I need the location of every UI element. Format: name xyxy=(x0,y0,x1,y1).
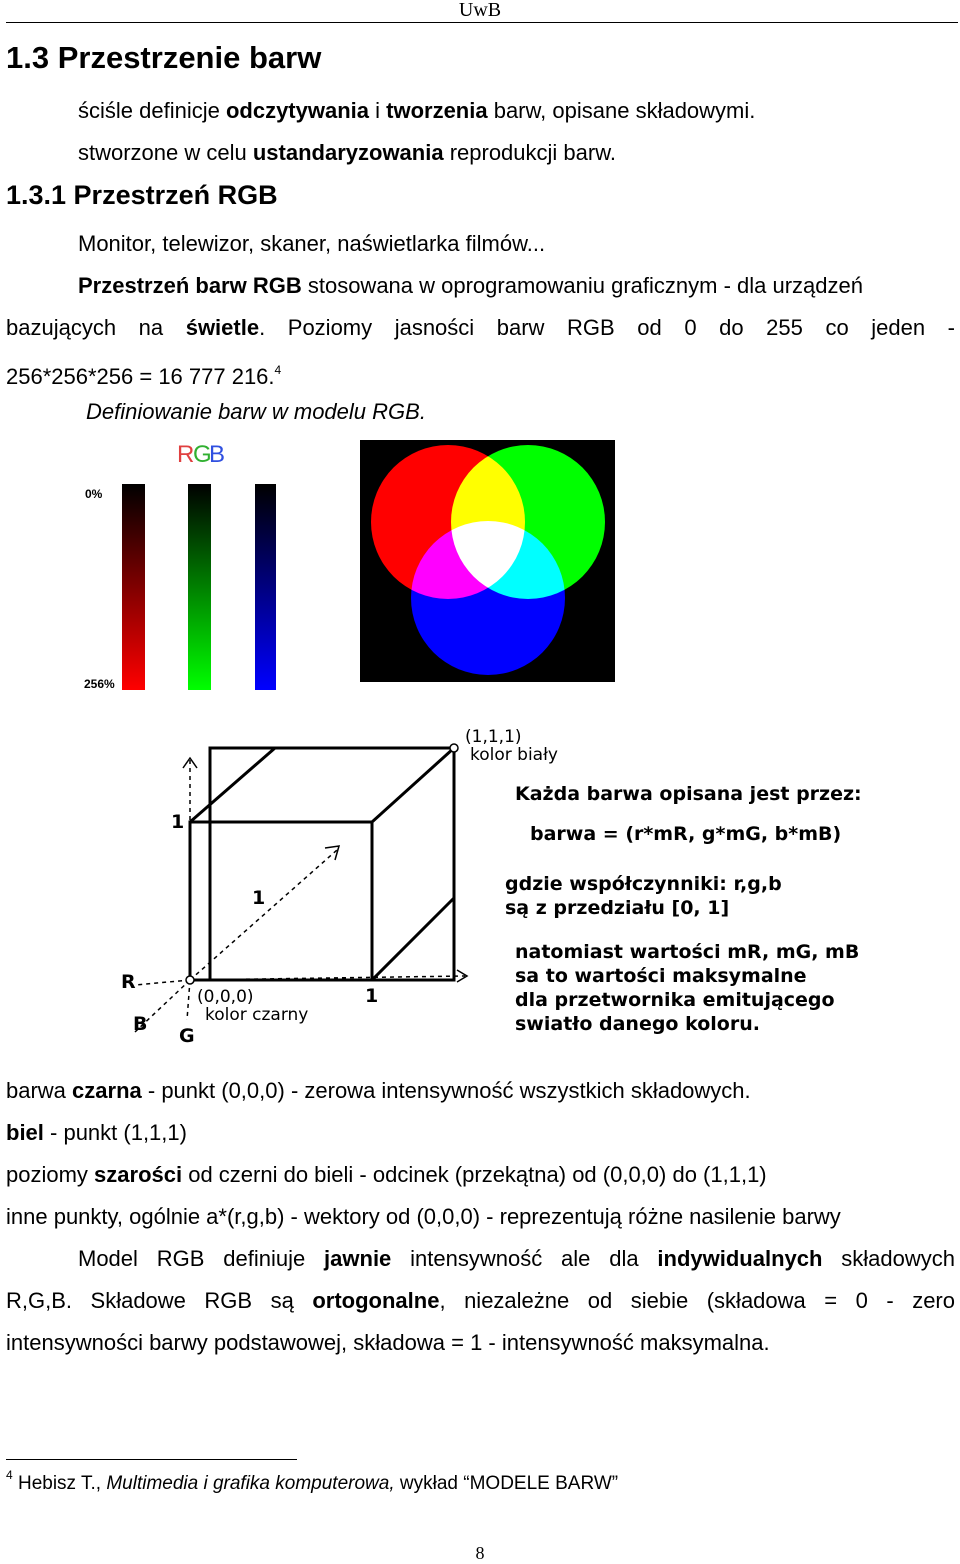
rgb-bars-figure xyxy=(80,438,280,694)
bold-text: tworzenia xyxy=(386,98,488,123)
bold-text: biel xyxy=(6,1120,44,1145)
bold-text: czarna xyxy=(72,1078,142,1103)
figure-caption: Definiowanie barw w modelu RGB. xyxy=(86,399,426,424)
text: intensywność ale dla xyxy=(391,1246,658,1271)
footnote-rule xyxy=(6,1459,297,1460)
tick-right-label: 1 xyxy=(365,985,379,1007)
text: - punkt (1,1,1) xyxy=(43,1120,187,1145)
bar-bottom-label: 256% xyxy=(84,677,115,691)
text: Model RGB definiuje xyxy=(78,1246,325,1271)
cube-text-8: swiatło danego koloru. xyxy=(515,1013,760,1035)
footnote-ref: 4 xyxy=(274,363,282,377)
bold-text: odczytywania xyxy=(225,98,369,123)
text: reprodukcji barw. xyxy=(443,140,616,165)
body-line-2 xyxy=(6,1119,187,1147)
axis-g xyxy=(187,980,190,1020)
bold-text: ustandaryzowania xyxy=(252,140,444,165)
text: bazujących na xyxy=(6,315,186,340)
text: wykład “MODELE BARW” xyxy=(394,1473,619,1494)
rgb-logo-r: R xyxy=(177,441,195,468)
bold-text: szarości xyxy=(94,1162,183,1187)
green-gradient-bar xyxy=(188,484,211,690)
bold-text: ortogonalne xyxy=(312,1288,440,1313)
subsection-title: 1.3.1 Przestrzeń RGB xyxy=(6,180,278,210)
tick-up-label: 1 xyxy=(171,811,185,833)
text: - punkt (0,0,0) - zerowa intensywność wszystkich składowych. xyxy=(141,1078,751,1103)
axis-diagonal xyxy=(190,850,337,980)
cube-edge xyxy=(372,748,454,822)
cube-text-7: dla przetwornika emitującego xyxy=(515,989,835,1011)
body-line-7: intensywności barwy podstawowej, składowa = 1 - intensywność maksymalna. xyxy=(6,1330,770,1355)
section-line-1 xyxy=(78,97,755,125)
text: R,G,B. Składowe RGB są xyxy=(6,1288,313,1313)
page-number: 8 xyxy=(475,1543,485,1563)
cube-edge xyxy=(372,898,454,980)
red-gradient-bar xyxy=(122,484,145,690)
blue-gradient-bar xyxy=(255,484,276,690)
body-line-3 xyxy=(6,1161,767,1189)
page-header: UwB xyxy=(458,0,502,21)
text: Hebisz T., xyxy=(12,1473,107,1494)
axis-b-label: B xyxy=(133,1013,148,1035)
bold-text: jawnie xyxy=(324,1246,392,1271)
cube-text-5: natomiast wartości mR, mG, mB xyxy=(515,941,860,963)
bold-text: indywidualnych xyxy=(657,1246,823,1271)
cube-text-3: gdzie współczynniki: r,g,b xyxy=(505,873,782,895)
axis-r xyxy=(135,980,190,985)
text: barw, opisane składowymi. xyxy=(487,98,756,123)
white-label: kolor biały xyxy=(470,745,558,765)
cube-text-4: są z przedziału [0, 1] xyxy=(505,897,730,919)
rgb-cube-figure xyxy=(115,720,895,1050)
body-line-5 xyxy=(78,1245,955,1273)
blue-circle xyxy=(411,521,565,675)
subsection-line-3 xyxy=(6,314,955,342)
tick-diagonal-label: 1 xyxy=(252,887,266,909)
axis-r-label: R xyxy=(121,971,136,993)
header-rule xyxy=(6,22,958,23)
text: składowych xyxy=(822,1246,955,1271)
black-coord: (0,0,0) xyxy=(197,987,254,1007)
text: stosowana w oprogramowaniu graficznym - dla urządzeń xyxy=(301,273,864,298)
body-line-1 xyxy=(6,1077,751,1105)
subsection-line-1: Monitor, telewizor, skaner, naświetlarka filmów... xyxy=(78,231,546,256)
white-coord: (1,1,1) xyxy=(465,727,522,747)
bold-text: Przestrzeń barw RGB xyxy=(78,273,302,298)
subsection-line-4 xyxy=(6,356,281,391)
text: barwa xyxy=(6,1078,73,1103)
text: . Poziomy jasności barw RGB od 0 do 255 co jeden - xyxy=(259,315,956,340)
rgb-logo-g: G xyxy=(193,441,212,468)
cube-text-1: Każda barwa opisana jest przez: xyxy=(515,783,862,805)
cube-front-face xyxy=(190,822,372,980)
text: 256*256*256 = 16 777 216. xyxy=(6,364,275,389)
white-point xyxy=(450,744,458,752)
text: stworzone w celu xyxy=(78,140,253,165)
rgb-logo-b: B xyxy=(209,441,226,468)
section-line-2 xyxy=(78,139,616,167)
black-point xyxy=(186,976,194,984)
italic-text: Multimedia i grafika komputerowa, xyxy=(106,1473,395,1494)
section-title: 1.3 Przestrzenie barw xyxy=(6,40,322,75)
axis-diagonal-arrow xyxy=(325,846,339,860)
text: od czerni do bieli - odcinek (przekątna) od (0,0,0) do (1,1,1) xyxy=(182,1162,767,1187)
text: i xyxy=(369,98,387,123)
footnote-number: 4 xyxy=(6,1468,13,1482)
bar-top-label: 0% xyxy=(85,487,103,501)
text: , niezależne od siebie (składowa = 0 - zero xyxy=(439,1288,955,1313)
cube-edge xyxy=(190,748,275,822)
text: ściśle definicje xyxy=(78,98,226,123)
axis-g-label: G xyxy=(179,1025,195,1047)
footnote xyxy=(6,1468,618,1495)
body-line-6 xyxy=(6,1287,955,1315)
text: poziomy xyxy=(6,1162,95,1187)
subsection-line-2 xyxy=(78,272,863,300)
cube-text-2: barwa = (r*mR, g*mG, b*mB) xyxy=(530,823,842,845)
black-label: kolor czarny xyxy=(205,1005,309,1025)
additive-color-circles xyxy=(360,440,615,682)
body-line-4: inne punkty, ogólnie a*(r,g,b) - wektory od (0,0,0) - reprezentują różne nasilenie barwy xyxy=(6,1204,841,1229)
bold-text: świetle xyxy=(185,315,260,340)
cube-text-6: sa to wartości maksymalne xyxy=(515,965,807,987)
